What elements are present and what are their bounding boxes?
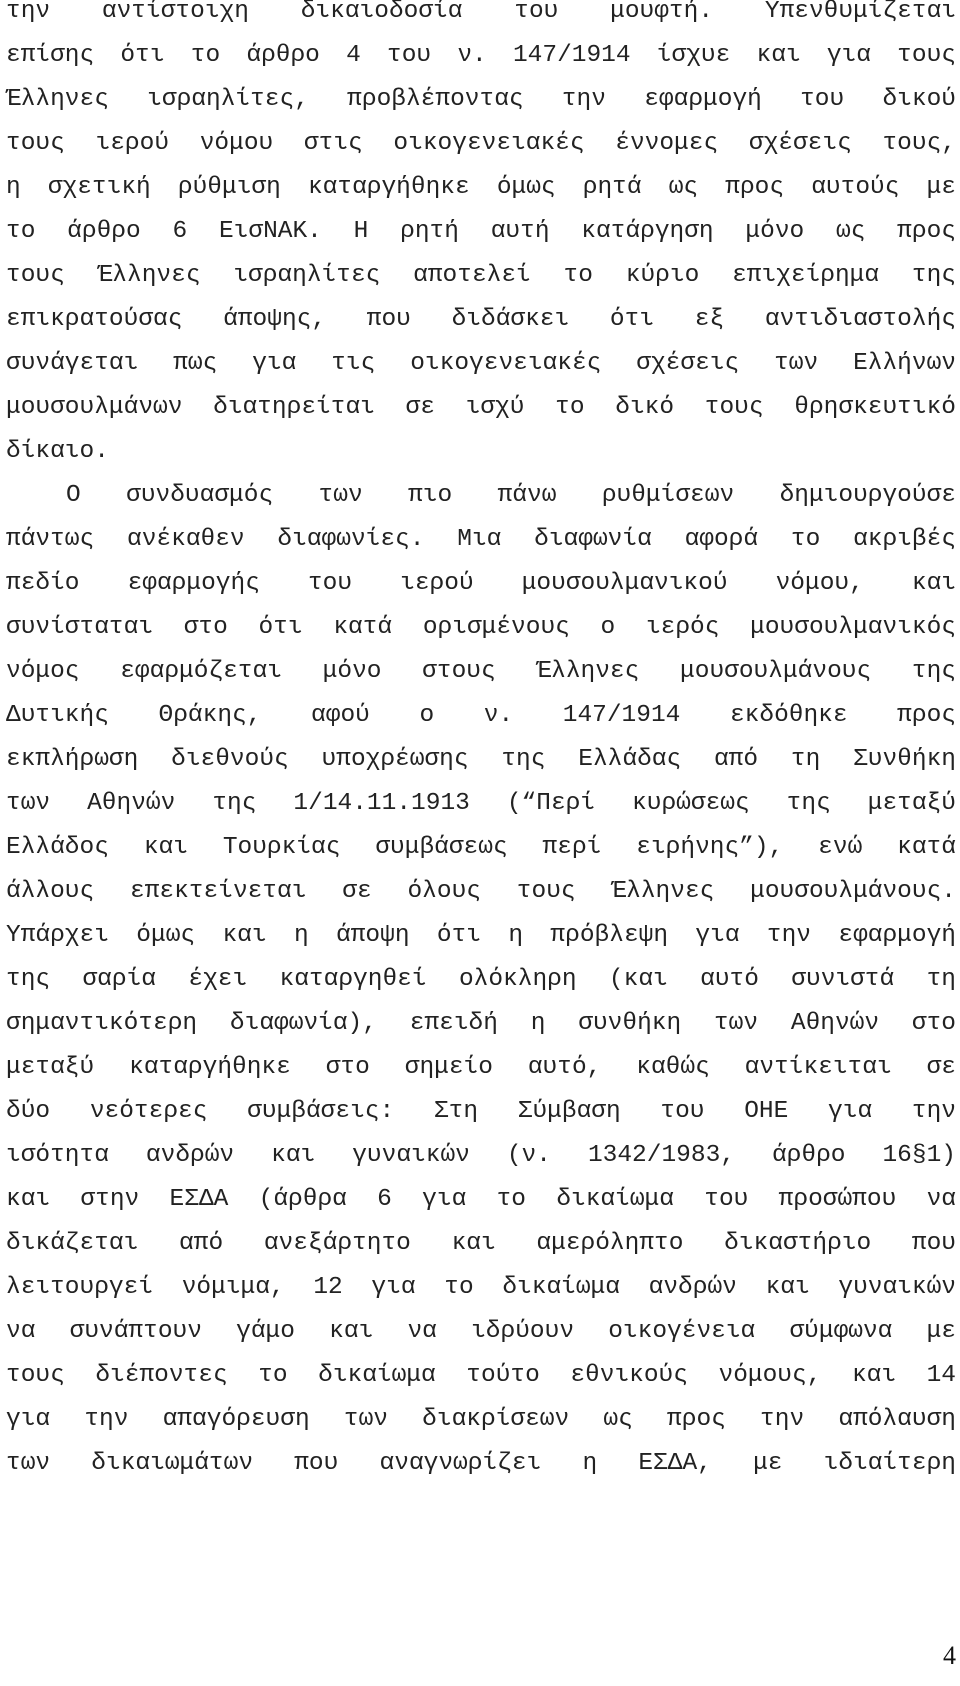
text-line: το άρθρο 6 ΕισΝΑΚ. Η ρητή αυτή κατάργηση μόνο ως προς bbox=[6, 218, 956, 245]
text-line: δύο νεότερες συμβάσεις: Στη Σύμβαση του ΟΗΕ για την bbox=[6, 1098, 956, 1125]
text-line: τους ιερού νόμου στις οικογενειακές έννομες σχέσεις τους, bbox=[6, 130, 956, 157]
text-line: την αντίστοιχη δικαιοδοσία του μουφτή. Υπενθυμίζεται bbox=[6, 0, 956, 25]
text-line: δίκαιο. bbox=[6, 438, 109, 465]
text-line: πάντως ανέκαθεν διαφωνίες. Μια διαφωνία αφορά το ακριβές bbox=[6, 526, 956, 553]
text-line: συνίσταται στο ότι κατά ορισμένους ο ιερός μουσουλμανικός bbox=[6, 614, 956, 641]
text-line: Υπάρχει όμως και η άποψη ότι η πρόβλεψη για την εφαρμογή bbox=[6, 922, 956, 949]
text-line: δικάζεται από ανεξάρτητο και αμερόληπτο δικαστήριο που bbox=[6, 1230, 956, 1257]
text-line: επικρατούσας άποψης, που διδάσκει ότι εξ αντιδιαστολής bbox=[6, 306, 956, 333]
text-line: Ελλάδος και Τουρκίας συμβάσεως περί ειρήνης”), ενώ κατά bbox=[6, 834, 956, 861]
text-line: της σαρία έχει καταργηθεί ολόκληρη (και αυτό συνιστά τη bbox=[6, 966, 956, 993]
text-line: μουσουλμάνων διατηρείται σε ισχύ το δικό τους θρησκευτικό bbox=[6, 394, 956, 421]
paragraph-first-line: Ο συνδυασμός των πιο πάνω ρυθμίσεων δημιουργούσε bbox=[66, 482, 956, 509]
text-line: πεδίο εφαρμογής του ιερού μουσουλμανικού νόμου, και bbox=[6, 570, 956, 597]
text-line: σημαντικότερη διαφωνία), επειδή η συνθήκη των Αθηνών στο bbox=[6, 1010, 956, 1037]
text-line: άλλους επεκτείνεται σε όλους τους Έλληνες μουσουλμάνους. bbox=[6, 878, 956, 905]
text-line: λειτουργεί νόμιμα, 12 για το δικαίωμα ανδρών και γυναικών bbox=[6, 1274, 956, 1301]
text-line: επίσης ότι το άρθρο 4 του ν. 147/1914 ίσχυε και για τους bbox=[6, 42, 956, 69]
text-line: να συνάπτουν γάμο και να ιδρύουν οικογένεια σύμφωνα με bbox=[6, 1318, 956, 1345]
text-line: και στην ΕΣΔΑ (άρθρα 6 για το δικαίωμα του προσώπου να bbox=[6, 1186, 956, 1213]
text-line: των Αθηνών της 1/14.11.1913 (“Περί κυρώσεως της μεταξύ bbox=[6, 790, 956, 817]
text-line: η σχετική ρύθμιση καταργήθηκε όμως ρητά ως προς αυτούς με bbox=[6, 174, 956, 201]
text-line: μεταξύ καταργήθηκε στο σημείο αυτό, καθώς αντίκειται σε bbox=[6, 1054, 956, 1081]
text-line: Δυτικής Θράκης, αφού ο ν. 147/1914 εκδόθηκε προς bbox=[6, 702, 956, 729]
text-line: συνάγεται πως για τις οικογενειακές σχέσεις των Ελλήνων bbox=[6, 350, 956, 377]
text-line: τους διέποντες το δικαίωμα τούτο εθνικούς νόμους, και 14 bbox=[6, 1362, 956, 1389]
text-line: των δικαιωμάτων που αναγνωρίζει η ΕΣΔΑ, με ιδιαίτερη bbox=[6, 1450, 956, 1477]
text-line: τους Έλληνες ισραηλίτες αποτελεί το κύριο επιχείρημα της bbox=[6, 262, 956, 289]
text-line: νόμος εφαρμόζεται μόνο στους Έλληνες μουσουλμάνους της bbox=[6, 658, 956, 685]
text-line: ισότητα ανδρών και γυναικών (ν. 1342/1983, άρθρο 16§1) bbox=[6, 1142, 956, 1169]
text-line: για την απαγόρευση των διακρίσεων ως προς την απόλαυση bbox=[6, 1406, 956, 1433]
text-line: εκπλήρωση διεθνούς υποχρέωσης της Ελλάδας από τη Συνθήκη bbox=[6, 746, 956, 773]
page-number: 4 bbox=[943, 1641, 956, 1670]
text-line: Έλληνες ισραηλίτες, προβλέποντας την εφαρμογή του δικού bbox=[6, 86, 956, 113]
